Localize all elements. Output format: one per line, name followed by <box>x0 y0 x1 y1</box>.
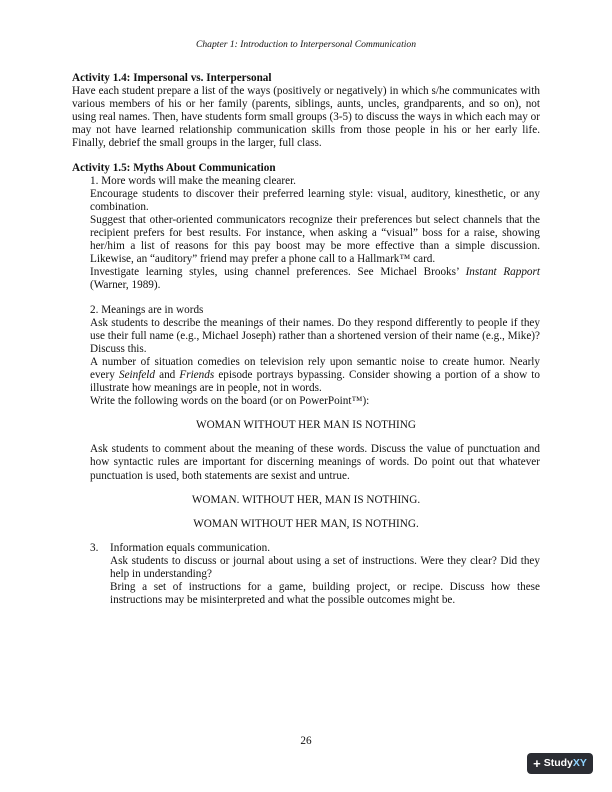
myth-3-paragraph-1: Ask students to discuss or journal about using a set of instructions. Were they clear? Did they help in understanding? <box>110 554 540 580</box>
myth-3-number: 3. <box>90 541 99 554</box>
example-sentence-3: WOMAN WITHOUT HER MAN, IS NOTHING. <box>193 517 419 530</box>
myth-2-p2-b: and <box>155 368 180 381</box>
myth-1-p3-prefix: Investigate learning styles, using channel preferences. See Michael Brooks’ <box>90 266 466 279</box>
myth-3-block <box>72 542 540 607</box>
myth-2-title: 2. Meanings are in words <box>90 303 204 316</box>
myth-1-paragraph-1: Encourage students to discover their preferred learning style: visual, auditory, kinesthetic, or any combination. <box>90 187 540 213</box>
myth-3-paragraph-2: Bring a set of instructions for a game, building project, or recipe. Discuss how these instructions may be misinterpreted and what the possible outcomes might be. <box>110 581 540 607</box>
page-content <box>72 72 540 607</box>
myth-2-paragraph-1: Ask students to describe the meanings of their names. Do they respond differently to people if they use their full name (e.g., Michael Joseph) rather than a shortened version of their name (e.g., Mike)? Discuss this. <box>90 316 540 355</box>
running-head: Chapter 1: Introduction to Interpersonal Communication <box>195 39 417 50</box>
badge-label <box>544 757 587 770</box>
myth-1-paragraph-2: Suggest that other-oriented communicators recognize their preferences but select channels that the recipient prefers for best results. For instance, when asking a “visual” boss for a raise, showing her/him a list of reasons for this pay boost may be more effective than a simple discussion. Likewise, an “auditory” friend may prefer a phone call to a Hallmark™ card. <box>90 213 540 266</box>
myth-1-paragraph-3 <box>72 266 540 292</box>
myth-3-row <box>90 542 540 607</box>
studyxy-badge[interactable] <box>527 753 593 774</box>
example-sentence-1: WOMAN WITHOUT HER MAN IS NOTHING <box>196 419 416 432</box>
myth-2-p2-a: A number of situation comedies on television rely upon semantic noise to create humor. Nearly every <box>90 355 540 381</box>
activity-1-5-heading: Activity 1.5: Myths About Communication <box>72 161 276 174</box>
myth-1-p3-suffix: (Warner, 1989). <box>90 279 161 292</box>
show-title-friends: Friends <box>179 368 215 381</box>
myth-2-paragraph-2 <box>72 356 540 395</box>
page-number: 26 <box>300 735 312 747</box>
book-title: Instant Rapport <box>465 266 540 279</box>
activity-1-4-body: Have each student prepare a list of the ways (positively or negatively) in which s/he communicates with various members of his or her family (parents, siblings, aunts, uncles, grandparents, and so on), not using real names. Then, have students form small groups (3-5) to discuss the ways in which each may or may not have learned relationship communication skills from those people in his or her early life. Finally, debrief the small groups in the larger, full class. <box>72 85 540 150</box>
myth-2-p2-c: episode portrays bypassing. Consider showing a portion of a show to illustrate how meanings are in people, not in words. <box>90 368 540 395</box>
badge-xy: XY <box>572 756 587 769</box>
example-sentence-2: WOMAN. WITHOUT HER, MAN IS NOTHING. <box>191 493 421 506</box>
myth-2-paragraph-3: Write the following words on the board (or on PowerPoint™): <box>90 395 370 408</box>
myth-2-paragraph-4: Ask students to comment about the meaning of these words. Discuss the value of punctuation and how syntactic rules are important for discerning meanings of words. Do point out that whatever punctuation is used, both statements are sexist and untrue. <box>90 443 540 482</box>
myth-1-title: 1. More words will make the meaning clearer. <box>90 174 296 187</box>
myth-3-title: Information equals communication. <box>110 541 271 554</box>
activity-1-4-heading: Activity 1.4: Impersonal vs. Interpersonal <box>72 72 272 84</box>
show-title-seinfeld: Seinfeld <box>118 368 156 381</box>
plus-icon: + <box>533 756 541 771</box>
badge-study: Study <box>543 756 573 769</box>
